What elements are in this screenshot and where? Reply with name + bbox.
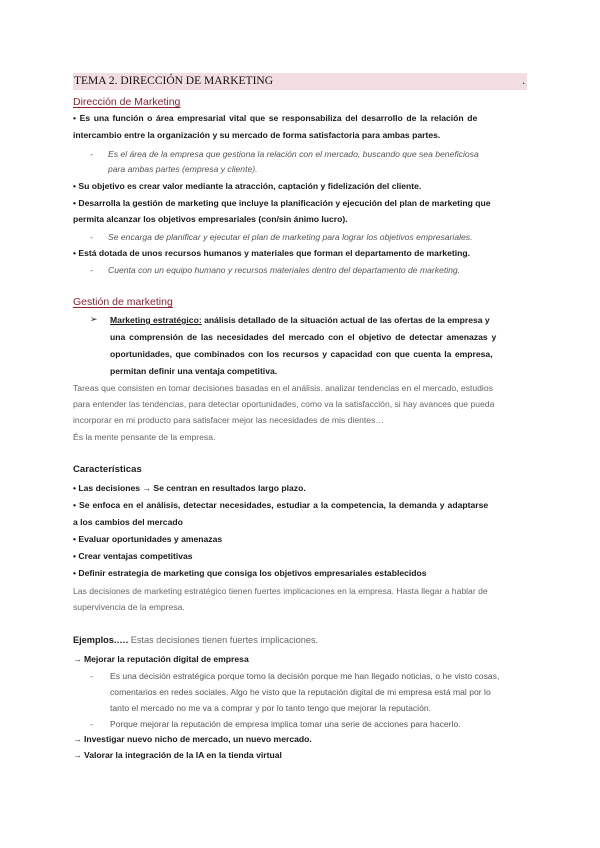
gray-note-5: Las decisiones de marketing estratégico tienen fuertes implicaciones en la empresa. Hasta llegar a hablar de (73, 586, 488, 596)
marketing-estrategico-line-4: permitan definir una ventaja competitiva. (110, 366, 278, 376)
heading-gestion: Gestión de marketing (73, 296, 173, 308)
caracteristica-3: • Evaluar oportunidades y amenazas (73, 534, 223, 544)
gray-note-4: És la mente pensante de la empresa. (73, 432, 216, 442)
caracteristica-2b: a los cambios del mercado (73, 517, 183, 527)
gray-note-2: para entender las tendencias, para detectar oportunidades, como va la satisfacción, si hay avances que pueda (73, 399, 495, 409)
title-dot: . (522, 75, 525, 87)
title-text: TEMA 2. DIRECCIÓN DE MARKETING (74, 75, 274, 87)
paragraph-2: • Su objetivo es crear valor mediante la atracción, captación y fidelización del cliente. (73, 181, 422, 191)
caracteristica-1: • Las decisiones → Se centran en resultados largo plazo. (73, 483, 306, 493)
marketing-estrategico-line-3: oportunidades, que combinados con los recursos y capacidad con que cuenta la empresa, (110, 349, 493, 359)
ejemplos-label: Ejemplos.…. (73, 635, 129, 645)
dash-marker: - (90, 719, 93, 729)
caracteristica-5: • Definir estrategia de marketing que consiga los objetivos empresariales establecidos (73, 568, 427, 578)
dash-marker: - (90, 149, 93, 159)
ejemplo-note-text: tanto el mercado no me va a comprar y por lo tanto tengo que mejorar la reputación. (110, 703, 432, 713)
paragraph-4: • Está dotada de unos recursos humanos y materiales que forman el departamento de marketing. (73, 248, 470, 258)
gray-note-6: supervivencia de la empresa. (73, 602, 185, 612)
marketing-estrategico-line-2: una comprensión de las necesidades del mercado con el objetivo de detectar amenazas y (110, 332, 497, 342)
gray-note-3: incorporar en mi producto para satisfacer mejor las necesidades de mis dientes… (73, 415, 384, 425)
sub-note-text: Cuenta con un equipo humano y recursos materiales dentro del departamento de marketing. (108, 265, 461, 275)
caracteristica-2a: • Se enfoca en el análisis, detectar necesidades, estudiar a la competencia, la demanda y adaptarse (73, 500, 489, 510)
definition-text: análisis detallado de la situación actual de las ofertas de la empresa y (201, 315, 490, 325)
heading-caracteristicas: Características (73, 464, 142, 475)
document-title (73, 73, 527, 90)
sub-note-text: para ambas partes (empresa y cliente). (108, 164, 258, 174)
caracteristica-4: • Crear ventajas competitivas (73, 551, 193, 561)
paragraph-1a: • Es una función o área empresarial vital que se responsabiliza del desarrollo de la relación de (73, 113, 478, 123)
paragraph-3a: • Desarrolla la gestión de marketing que incluye la planificación y ejecución del plan de marketing que (73, 198, 491, 208)
ejemplo-3: → Valorar la integración de la IA en la tienda virtual (73, 750, 282, 760)
sub-note-text: Es el área de la empresa que gestiona la relación con el mercado, buscando que sea beneficiosa (108, 149, 479, 159)
ejemplos-line (73, 632, 318, 649)
dash-marker: - (90, 265, 93, 275)
term-marketing-estrategico: Marketing estratégico: (110, 315, 202, 325)
arrow-bullet-icon: ➢ (90, 314, 98, 324)
paragraph-1b: intercambio entre la organización y su mercado de forma satisfactoria para ambas partes. (73, 130, 441, 140)
ejemplo-note-text: Porque mejorar la reputación de empresa implica tomar una serie de acciones para hacerlo. (110, 719, 461, 729)
paragraph-3b: permita alcanzar los objetivos empresariales (con/sin ánimo lucro). (73, 214, 348, 224)
gray-note-1: Tareas que consisten en tomar decisiones basadas en el análisis. analizar tendencias en el mercado, estudios (73, 383, 493, 393)
dash-marker: - (90, 671, 93, 681)
ejemplo-note-text: Es una decisión estratégica porque tomo la decisión porque me han llegado noticias, o he visto cosas, (110, 671, 500, 681)
ejemplos-intro: Estas decisiones tienen fuertes implicaciones. (128, 635, 319, 645)
marketing-estrategico-line-1 (110, 312, 528, 329)
ejemplo-note-text: comentarios en redes sociales. Algo he visto que la reputación digital de mi empresa está mal por lo (110, 687, 491, 697)
dash-marker: - (90, 232, 93, 242)
heading-direccion: Dirección de Marketing (73, 96, 181, 108)
sub-note-text: Se encarga de planificar y ejecutar el plan de marketing para lograr los objetivos empresariales. (108, 232, 473, 242)
ejemplo-1: → Mejorar la reputación digital de empresa (73, 654, 249, 664)
ejemplo-2: → Investigar nuevo nicho de mercado, un nuevo mercado. (73, 734, 312, 744)
